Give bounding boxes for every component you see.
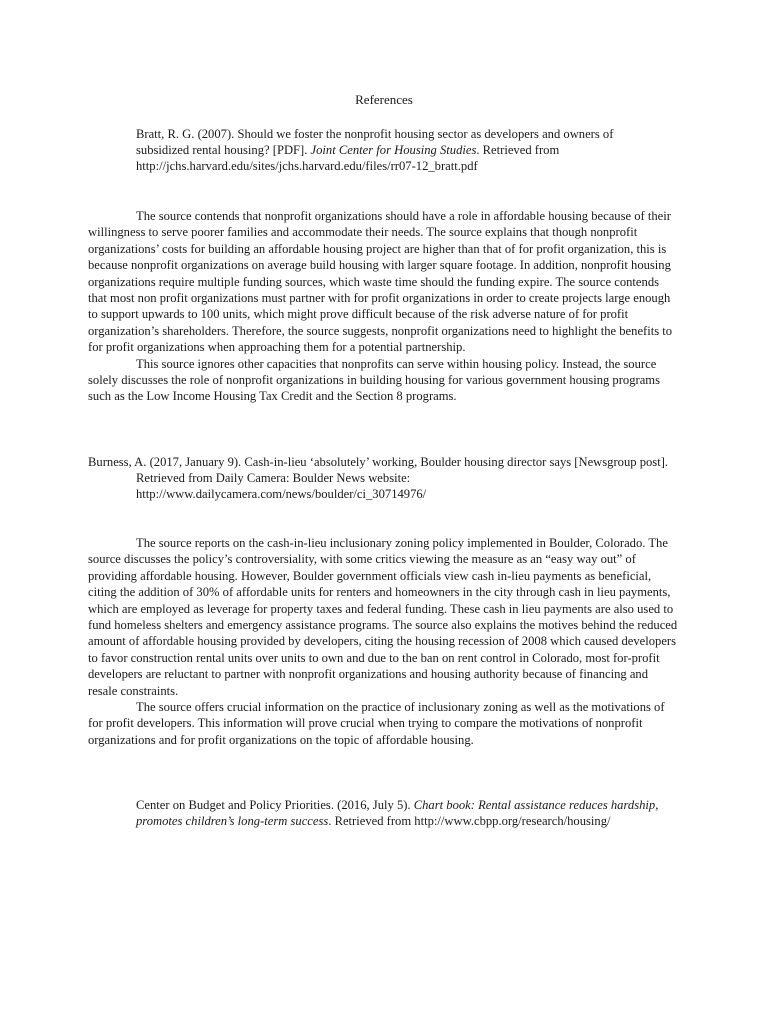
annotation [88, 208, 680, 405]
citation-source-title: Joint Center for Housing Studies [310, 143, 477, 157]
reference-entry [136, 126, 664, 174]
annotation-paragraph: The source offers crucial information on the practice of inclusionary zoning as well as the motivations of for profit developers. This information will prove crucial when trying to compare the motivations of nonprofit organizations and for profit organizations on the topic of affordable housing. [88, 700, 665, 747]
annotation-paragraph: The source contends that nonprofit organizations should have a role in affordable housing because of their willingness to serve poorer families and accommodate their needs. The source explains that though nonprofit organizations’ costs for building an affordable housing project are higher than that of for profit organization, this is because nonprofit organizations on average build housing with larger square footage. In addition, nonprofit housing organizations require multiple funding sources, which waste time should the funding expire. The source contends that most non profit organizations must partner with for profit organizations in order to create projects large enough to support upwards to 100 units, which might prove difficult because of the risk adverse nature of for profit organization’s shareholders. Therefore, the source suggests, nonprofit organizations need to highlight the benefits to for profit organizations when approaching them for a potential partnership. [88, 209, 673, 355]
citation-text: Bratt, R. G. (2007). Should we foster the nonprofit housing sector as developers and owners of subsidized rental housing? [PDF]. [136, 127, 614, 157]
annotation [88, 535, 680, 748]
reference-entry [136, 797, 664, 829]
citation: Burness, A. (2017, January 9). Cash-in-lieu ‘absolutely’ working, Boulder housing director says [Newsgroup post]. Retrieved from Daily Camera: Boulder News website: http://www.dailycamera.com/news/boulder/ci_30714976/ [88, 455, 669, 501]
citation [136, 797, 664, 829]
citation-source-title: Chart book: Rental assistance reduces hardship, promotes children’s long-term success [136, 798, 659, 828]
citation-text: . Retrieved from http://www.cbpp.org/research/housing/ [328, 814, 611, 828]
citation-text: . Retrieved from http://jchs.harvard.edu/sites/jchs.harvard.edu/files/rr07-12_bratt.pdf [136, 143, 560, 173]
citation-text: Center on Budget and Policy Priorities. (2016, July 5). [136, 798, 414, 812]
annotation-paragraph: This source ignores other capacities that nonprofits can serve within housing policy. Instead, the source solely discusses the role of nonprofit organizations in building housing for various government housing programs such as the Low Income Housing Tax Credit and the Section 8 programs. [88, 356, 661, 404]
reference-entry [88, 454, 680, 502]
citation [136, 126, 664, 174]
page-title: References [355, 92, 413, 107]
annotation-paragraph: The source reports on the cash-in-lieu inclusionary zoning policy implemented in Boulder, Colorado. The source discusses the policy’s controversiality, with some critics viewing the measure as an “easy way out” of providing affordable housing. However, Boulder government officials view cash in-lieu payments as beneficial, citing the addition of 30% of affordable units for renters and homeowners in the city through cash in lieu payments, which are employed as leverage for property taxes and federal funding. These cash in lieu payments are also used to fund homeless shelters and emergency assistance programs. The source also explains the motives behind the reduced amount of affordable housing provided by developers, citing the housing recession of 2008 which caused developers to favor construction rental units over units to own and due to the ban on rent control in Colorado, most for-profit developers are reluctant to partner with nonprofit organizations and housing authority because of financing and resale constraints. [88, 536, 678, 698]
